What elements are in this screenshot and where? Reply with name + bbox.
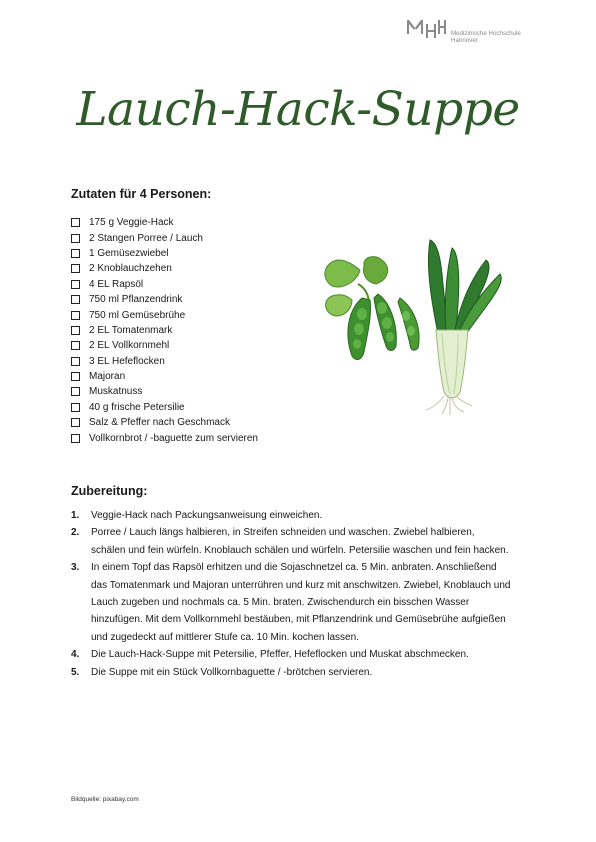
checkbox[interactable]: [71, 372, 80, 381]
checkbox[interactable]: [71, 387, 80, 396]
ingredient-label: 175 g Veggie-Hack: [89, 217, 174, 229]
recipe-title: Lauch-Hack-Suppe: [76, 82, 520, 137]
checkbox[interactable]: [71, 234, 80, 243]
ingredient-label: Majoran: [89, 371, 126, 383]
checkbox[interactable]: [71, 218, 80, 227]
ingredients-list: [71, 215, 258, 446]
ingredient-label: 2 Stangen Porree / Lauch: [89, 232, 203, 244]
step-item: [71, 507, 511, 524]
ingredient-label: 4 EL Rapsöl: [89, 278, 144, 290]
checkbox[interactable]: [71, 264, 80, 273]
ingredient-item: [71, 430, 258, 445]
ingredient-item: [71, 307, 258, 322]
checkbox[interactable]: [71, 311, 80, 320]
ingredient-label: 1 Gemüsezwiebel: [89, 247, 169, 259]
checkbox[interactable]: [71, 403, 80, 412]
ingredient-label: 750 ml Gemüsebrühe: [89, 309, 186, 321]
ingredient-label: Vollkornbrot / -baguette zum servieren: [89, 432, 258, 444]
checkbox[interactable]: [71, 341, 80, 350]
ingredient-item: [71, 230, 258, 245]
checkbox[interactable]: [71, 295, 80, 304]
logo-line1: Medizinische Hochschule: [451, 30, 521, 37]
checkbox[interactable]: [71, 280, 80, 289]
ingredient-item: [71, 246, 258, 261]
ingredient-label: 2 Knoblauchzehen: [89, 263, 172, 275]
checkbox[interactable]: [71, 418, 80, 427]
step-number: 4.: [71, 649, 80, 661]
ingredient-item: [71, 369, 258, 384]
ingredient-item: [71, 292, 258, 307]
preparation-heading: Zubereitung:: [71, 484, 148, 498]
ingredient-label: Muskatnuss: [89, 386, 143, 398]
ingredients-heading: Zutaten für 4 Personen:: [71, 187, 212, 201]
step-text: In einem Topf das Rapsöl erhitzen und die Sojaschnetzel ca. 5 Min. anbraten. Anschließend das Tomatenmark und Majoran unterrühren und kurz mit anschwitzen. Zwiebel, Knoblauch und Lauch zugeben und nochmals ca. 5 Min. braten. Zwischendurch ein bisschen Wasser hinzufügen. Mit dem Vollkornmehl bestäuben, mit Pflanzendrink und Gemüsebrühe aufgießen und zugedeckt auf mittlerer Stufe ca. 10 Min. kochen lassen.: [91, 562, 511, 643]
ingredient-item: [71, 415, 258, 430]
ingredient-label: 2 EL Vollkornmehl: [89, 340, 170, 352]
checkbox[interactable]: [71, 357, 80, 366]
step-text: Die Suppe mit ein Stück Vollkornbaguette / -brötchen servieren.: [91, 666, 373, 678]
step-text: Porree / Lauch längs halbieren, in Streifen schneiden und waschen. Zwiebel halbieren, schälen und fein würfeln. Knoblauch schälen und würfeln. Petersilie waschen und fein hacken.: [91, 527, 509, 556]
ingredient-item: [71, 400, 258, 415]
step-number: 2.: [71, 527, 80, 539]
mhh-logo-mark: [406, 18, 446, 40]
step-text: Veggie-Hack nach Packungsanweisung einweichen.: [91, 510, 323, 521]
step-item: [71, 559, 511, 646]
step-item: [71, 646, 511, 663]
step-item: [71, 524, 511, 559]
mhh-logo: [406, 18, 531, 45]
ingredient-label: 3 EL Hefeflocken: [89, 355, 165, 367]
step-number: 1.: [71, 510, 80, 521]
ingredient-item: [71, 323, 258, 338]
image-source-note: Bildquelle: pixabay.com: [71, 796, 139, 803]
ingredient-label: 750 ml Pflanzendrink: [89, 294, 183, 306]
ingredient-item: [71, 338, 258, 353]
logo-text: [451, 30, 531, 45]
ingredient-label: 40 g frische Petersilie: [89, 401, 185, 413]
checkbox[interactable]: [71, 326, 80, 335]
ingredient-item: [71, 384, 258, 399]
step-text: Die Lauch-Hack-Suppe mit Petersilie, Pfeffer, Hefeflocken und Muskat abschmecken.: [91, 649, 469, 661]
ingredient-label: Salz & Pfeffer nach Geschmack: [89, 417, 230, 429]
ingredient-item: [71, 215, 258, 230]
checkbox[interactable]: [71, 434, 80, 443]
step-item: [71, 664, 511, 681]
ingredient-item: [71, 261, 258, 276]
leek-illustration: [408, 234, 508, 416]
step-number: 5.: [71, 666, 80, 678]
ingredient-item: [71, 277, 258, 292]
ingredient-item: [71, 354, 258, 369]
checkbox[interactable]: [71, 249, 80, 258]
ingredient-label: 2 EL Tomatenmark: [89, 324, 173, 336]
logo-line2: Hannover: [451, 37, 478, 45]
step-number: 3.: [71, 562, 80, 574]
preparation-steps: [71, 507, 511, 681]
